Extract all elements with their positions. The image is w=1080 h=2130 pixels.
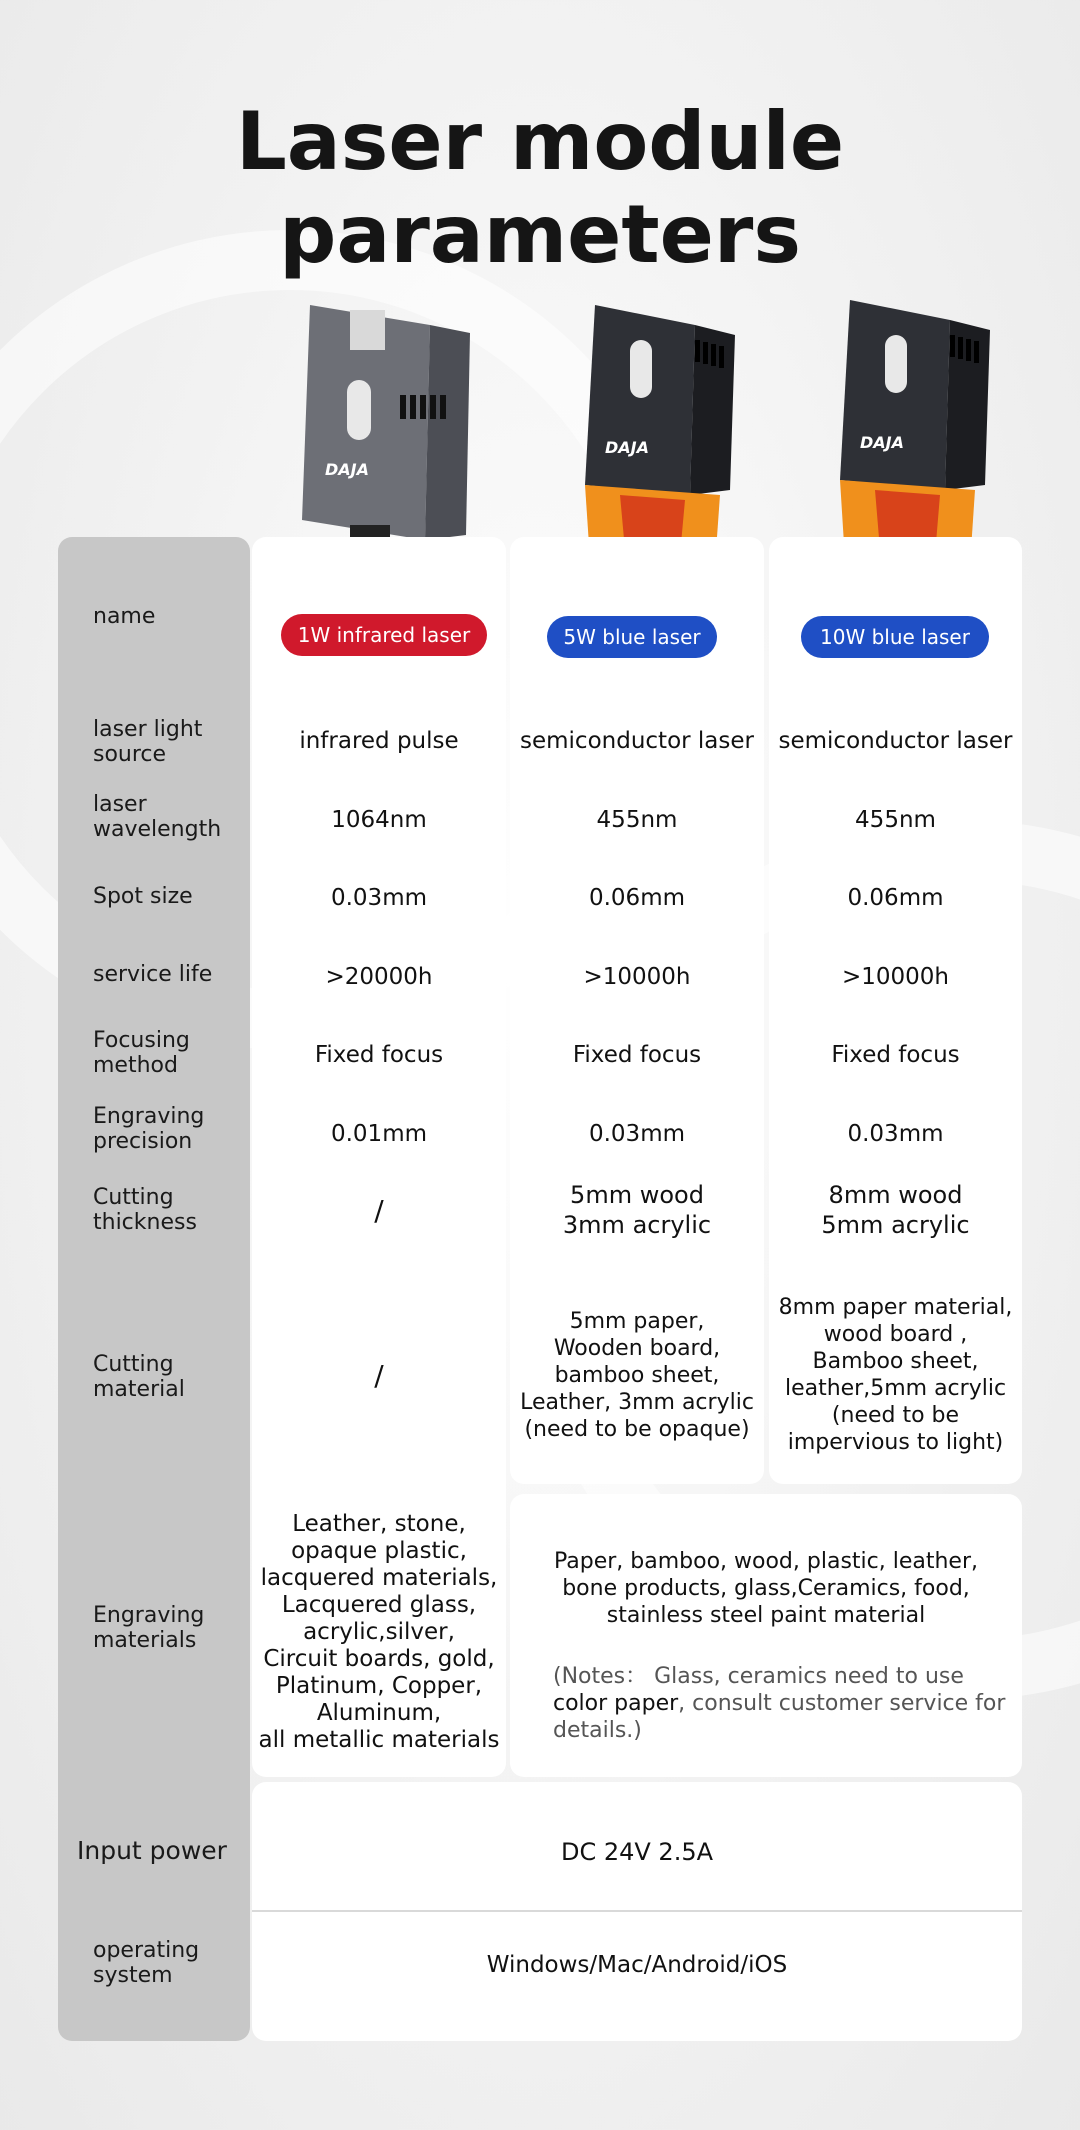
cell-thickness-10w: 8mm wood 5mm acrylic [821, 1181, 970, 1239]
cell-wavelength-5w: 455nm [596, 806, 678, 833]
name-pill-infrared: 1W infrared laser [281, 614, 487, 656]
label-spot: Spot size [93, 884, 193, 909]
brand-logo: DAJA [325, 460, 369, 479]
label-wavelength: laser wavelength [93, 792, 222, 842]
cell-material-5w: 5mm paper, Wooden board, bamboo sheet, Leather, 3mm acrylic (need to be opaque) [520, 1308, 754, 1442]
name-pill-5w: 5W blue laser [547, 616, 717, 658]
cell-precision-5w: 0.03mm [588, 1120, 686, 1147]
label-source: laser light source [93, 717, 203, 767]
label-life: service life [93, 962, 213, 987]
cell-precision-infrared: 0.01mm [330, 1120, 428, 1147]
brand-logo: DAJA [605, 438, 649, 457]
label-precision: Engraving precision [93, 1104, 205, 1154]
cell-engraving-blue: Paper, bamboo, wood, plastic, leather, bone products, glass,Ceramics, food, stainless steel paint material [553, 1548, 978, 1628]
cell-thickness-5w: 5mm wood 3mm acrylic [562, 1181, 712, 1239]
module-image-5w [560, 295, 750, 575]
module-image-infrared [290, 295, 490, 565]
cell-precision-10w: 0.03mm [847, 1120, 944, 1147]
cell-wavelength-10w: 455nm [855, 806, 936, 833]
cell-spot-5w: 0.06mm [588, 884, 686, 911]
cell-wavelength-infrared: 1064nm [331, 806, 427, 833]
label-name: name [93, 604, 156, 629]
label-focus: Focusing method [93, 1028, 190, 1078]
cell-life-10w: >10000h [841, 963, 949, 990]
divider [252, 1910, 1022, 1912]
cell-material-infrared: / [374, 1358, 384, 1392]
cell-material-10w: 8mm paper material, wood board , Bamboo sheet, leather,5mm acrylic (need to be impervious to light) [778, 1295, 1013, 1455]
cell-source-10w: semiconductor laser [778, 728, 1013, 754]
cell-source-5w: semiconductor laser [520, 728, 754, 754]
cell-focus-infrared: Fixed focus [314, 1041, 444, 1068]
cell-life-5w: >10000h [583, 963, 691, 990]
brand-logo: DAJA [860, 433, 904, 452]
cell-spot-infrared: 0.03mm [330, 884, 428, 911]
note-emphasis: color paper [553, 1691, 679, 1716]
label-os: operating system [93, 1938, 200, 1988]
cell-os: Windows/Mac/Android/iOS [486, 1951, 788, 1978]
cell-engraving-infrared: Leather, stone, opaque plastic, lacquered materials, Lacquered glass, acrylic,silver, Circuit boards, gold, Platinum, Copper, Aluminum, all metallic materials [258, 1511, 500, 1753]
cell-life-infrared: >20000h [325, 963, 433, 990]
cell-focus-5w: Fixed focus [572, 1041, 702, 1068]
note-prefix: (Notes： Glass, ceramics need to use [553, 1664, 964, 1689]
label-power: Input power [77, 1836, 227, 1865]
engraving-note [553, 1663, 1013, 1744]
name-pill-10w: 10W blue laser [801, 616, 989, 658]
note-suffix: , consult customer service for details.) [553, 1691, 1006, 1743]
module-image-10w [815, 290, 1005, 575]
cell-focus-10w: Fixed focus [831, 1041, 960, 1068]
cell-power: DC 24V 2.5A [560, 1837, 714, 1866]
cell-thickness-infrared: / [374, 1193, 384, 1227]
page-title: Laser module parameters [235, 95, 845, 281]
label-thickness: Cutting thickness [93, 1185, 197, 1235]
label-engraving: Engraving materials [93, 1603, 205, 1653]
cell-spot-10w: 0.06mm [847, 884, 944, 911]
cell-source-infrared: infrared pulse [299, 727, 459, 754]
label-material: Cutting material [93, 1352, 185, 1402]
